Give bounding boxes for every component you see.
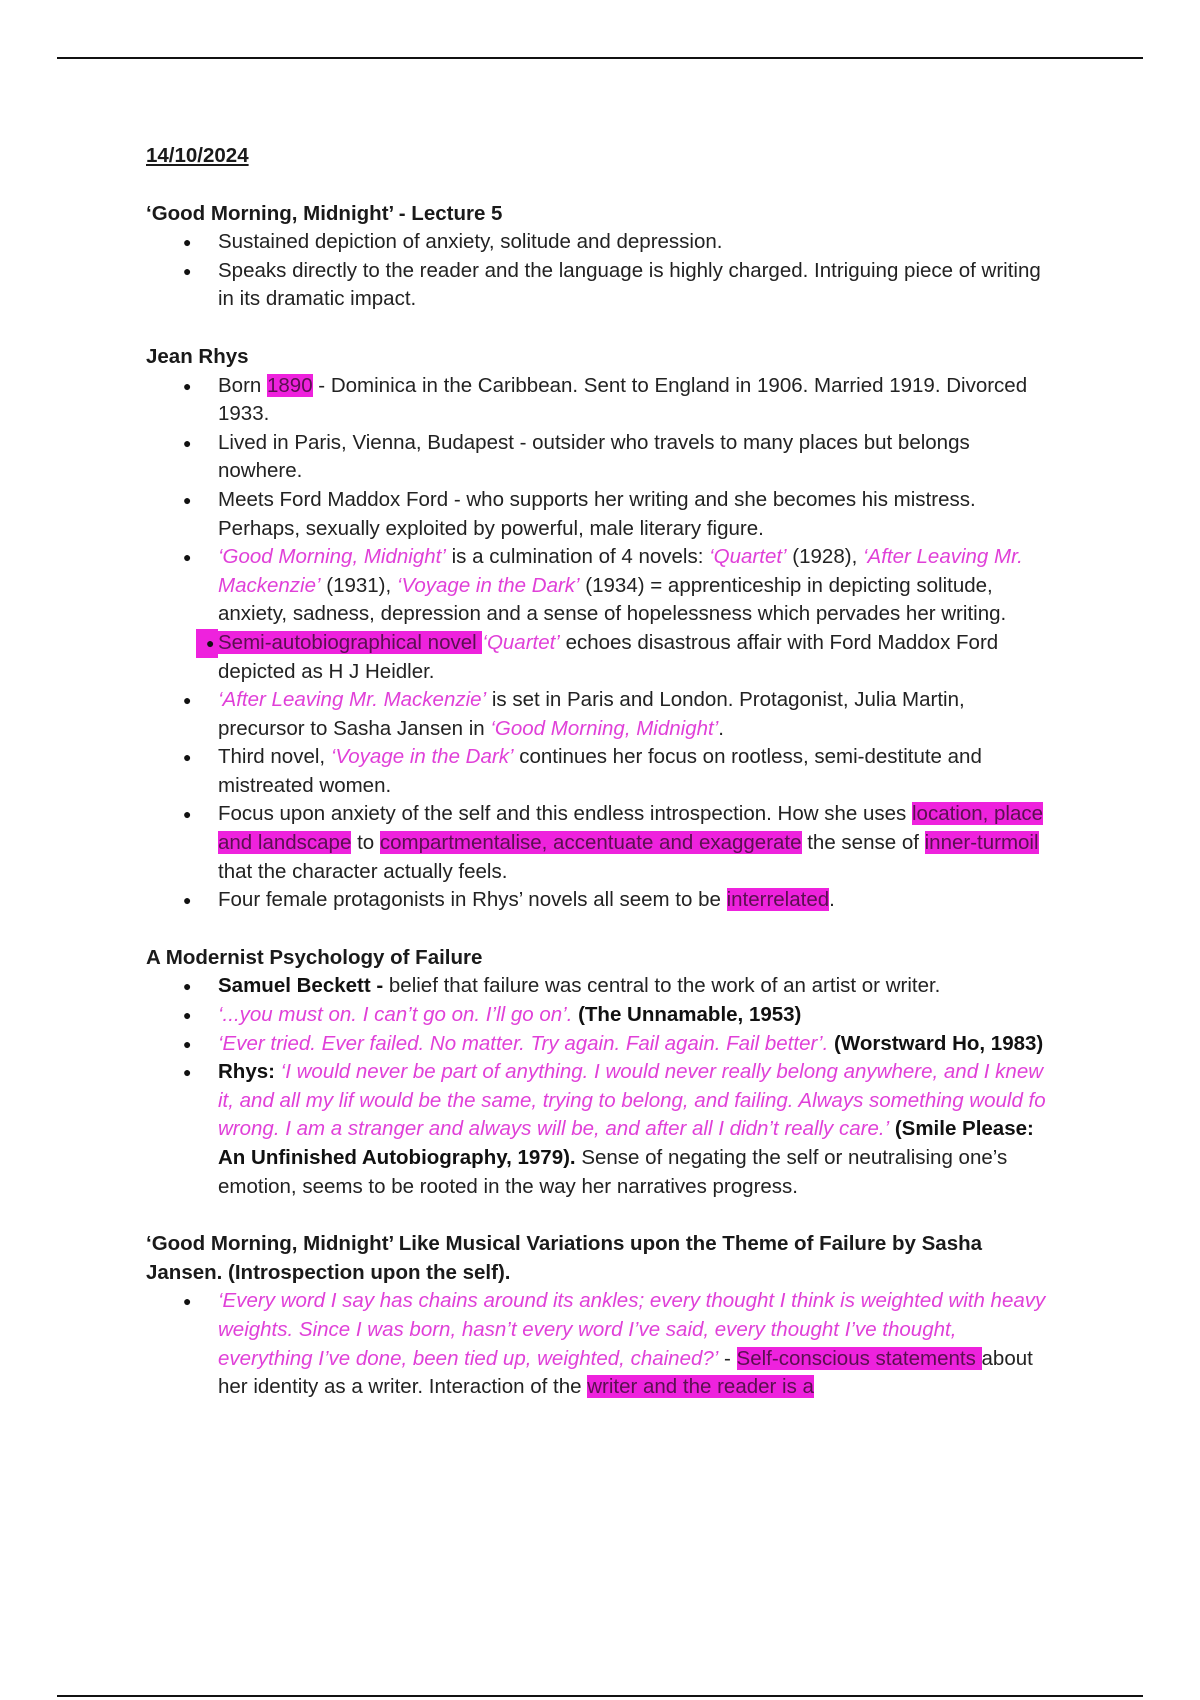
list-item: ● ‘Every word I say has chains around its ankles; every thought I think is weighted with heavy weights. Since I was born, hasn’t every word I’ve said, every thought I’ve thought, everything I’ve done, been tied up, weighted, chained?’ - Self-conscious statements about her identity as a writer. Interaction of the writer and the reader is a <box>183 1289 1046 1399</box>
list-item: ● Semi-autobiographical novel ‘Quartet’ echoes disastrous affair with Ford Maddox Ford depicted as H J Heidler. <box>146 629 1056 686</box>
bullet-icon: ● <box>183 234 192 251</box>
bullet-icon: ● <box>183 1293 192 1310</box>
list-item: ● ‘After Leaving Mr. Mackenzie’ is set in Paris and London. Protagonist, Julia Martin, precursor to Sasha Jansen in ‘Good Morning, Midnight’. <box>183 688 965 740</box>
highlight: Self-conscious statements <box>736 1346 982 1370</box>
list-item: ● Sustained depiction of anxiety, solitude and depression. <box>146 228 1056 257</box>
book-title: ‘Good Morning, Midnight’ <box>490 716 719 740</box>
list-item: ● Lived in Paris, Vienna, Budapest - outsider who travels to many places but belongs nowhere. <box>183 430 970 483</box>
list-item: ● Rhys: ‘I would never be part of anything. I would never really belong anywhere, and I knew it, and all my lif would be the same, trying to belong, and failing. Always something would fo wrong. I am a stranger and always will be, and after all I didn’t really care.’ (Smile Please: An Unfinished Autobiography, 1979). Sense of negating the self or neutralising one’s emotion, seems to be rooted in the way her narratives progress. <box>183 1060 1046 1198</box>
list-item: ● ‘Good Morning, Midnight’ is a culmination of 4 novels: ‘Quartet’ (1928), ‘After Leaving Mr. Mackenzie’ (1931), ‘Voyage in the Dark’ (1934) = apprenticeship in depicting solitude, anxiety, sadness, depression and a sense of hopelessness which pervades her writing. <box>183 545 1023 626</box>
bullet-icon: ● <box>183 692 192 709</box>
section-heading-jean-rhys: Jean Rhys <box>146 344 249 368</box>
bullet-icon: ● <box>196 629 218 658</box>
bullet-icon: ● <box>183 491 192 508</box>
highlight: compartmentalise, accentuate and exaggerate <box>379 831 802 855</box>
highlight: Semi-autobiographical novel <box>218 630 483 654</box>
lecture-bullet-list <box>146 228 1056 314</box>
section-heading-modernist: A Modernist Psychology of Failure <box>146 945 483 969</box>
list-item: ● Third novel, ‘Voyage in the Dark’ continues her focus on rootless, semi-destitute and mistreated women. <box>183 745 982 797</box>
book-title: ‘After Leaving Mr. Mackenzie’ <box>218 688 487 712</box>
list-item: ● Born 1890 - Dominica in the Caribbean. Sent to England in 1906. Married 1919. Divorced 1933. <box>183 373 1028 426</box>
highlight: 1890 <box>267 373 313 397</box>
bullet-icon: ● <box>183 749 192 766</box>
list-item: ● ‘Ever tried. Ever failed. No matter. Try again. Fail again. Fail better’. (Worstward Ho, 1983) <box>146 1030 1056 1059</box>
bullet-icon: ● <box>183 377 192 394</box>
bullet-icon: ● <box>183 978 192 995</box>
quote: ‘Ever tried. Ever failed. No matter. Try again. Fail again. Fail better’. <box>218 1031 829 1055</box>
jean-rhys-bullet-list <box>146 372 1056 915</box>
bullet-icon: ● <box>183 892 192 909</box>
book-title: ‘Quartet’ <box>482 630 560 654</box>
variations-bullet-list <box>146 1287 1056 1401</box>
document-body <box>146 142 1056 1402</box>
modernist-bullet-list <box>146 972 1056 1201</box>
bullet-icon: ● <box>183 1007 192 1024</box>
date: 14/10/2024 <box>146 144 249 167</box>
bullet-icon: ● <box>183 434 192 451</box>
quote: ‘I would never be part of anything. I would never really belong anywhere, and I knew it, and all my lif would be the same, trying to belong, and failing. Always something would fo wrong. I am a stranger and always will be, and after all I didn’t really care.’ <box>218 1060 1046 1141</box>
quote: ‘...you must on. I can’t go on. I’ll go on’. <box>218 1003 573 1027</box>
bullet-icon: ● <box>183 262 192 279</box>
top-rule <box>57 57 1143 59</box>
section-heading-lecture: ‘Good Morning, Midnight’ - Lecture 5 <box>146 201 503 225</box>
book-title: ‘Voyage in the Dark’ <box>396 573 580 597</box>
highlight: inner-turmoil <box>924 831 1039 855</box>
book-title: ‘After Leaving Mr. Mackenzie’ <box>218 545 1023 597</box>
list-item: ● ‘...you must on. I can’t go on. I’ll go on’. (The Unnamable, 1953) <box>146 1001 1056 1030</box>
quote: ‘Every word I say has chains around its ankles; every thought I think is weighted with heavy weights. Since I was born, hasn’t every word I’ve said, every thought I’ve thought, everything I’ve done, been tied up, weighted, chained?’ <box>218 1289 1046 1370</box>
highlight: location, place and landscape <box>218 802 1044 855</box>
list-item: ● Speaks directly to the reader and the language is highly charged. Intriguing piece of writing in its dramatic impact. <box>183 258 1041 311</box>
highlight: writer and the reader is a <box>587 1375 814 1399</box>
bottom-rule <box>57 1695 1143 1697</box>
section-heading-variations: ‘Good Morning, Midnight’ Like Musical Variations upon the Theme of Failure by Sasha Jansen. (Introspection upon the self). <box>146 1232 983 1284</box>
book-title: ‘Good Morning, Midnight’ <box>218 545 446 569</box>
list-item: ● Focus upon anxiety of the self and this endless introspection. How she uses location, place and landscape to compartmentalise, accentuate and exaggerate the sense of inner-turmoil that the character actually feels. <box>183 802 1044 883</box>
book-title: ‘Quartet’ <box>709 545 787 569</box>
list-item: ● Four female protagonists in Rhys’ novels all seem to be interrelated. <box>146 886 1056 915</box>
bullet-icon: ● <box>183 1035 192 1052</box>
bullet-icon: ● <box>183 1064 192 1081</box>
book-title: ‘Voyage in the Dark’ <box>330 745 514 769</box>
list-item: ● Meets Ford Maddox Ford - who supports her writing and she becomes his mistress. Perhaps, sexually exploited by powerful, male literary figure. <box>183 487 976 540</box>
highlight: interrelated <box>726 888 830 912</box>
list-item: ● Samuel Beckett - belief that failure was central to the work of an artist or writer. <box>146 972 1056 1001</box>
bullet-icon: ● <box>183 806 192 823</box>
bullet-icon: ● <box>183 549 192 566</box>
